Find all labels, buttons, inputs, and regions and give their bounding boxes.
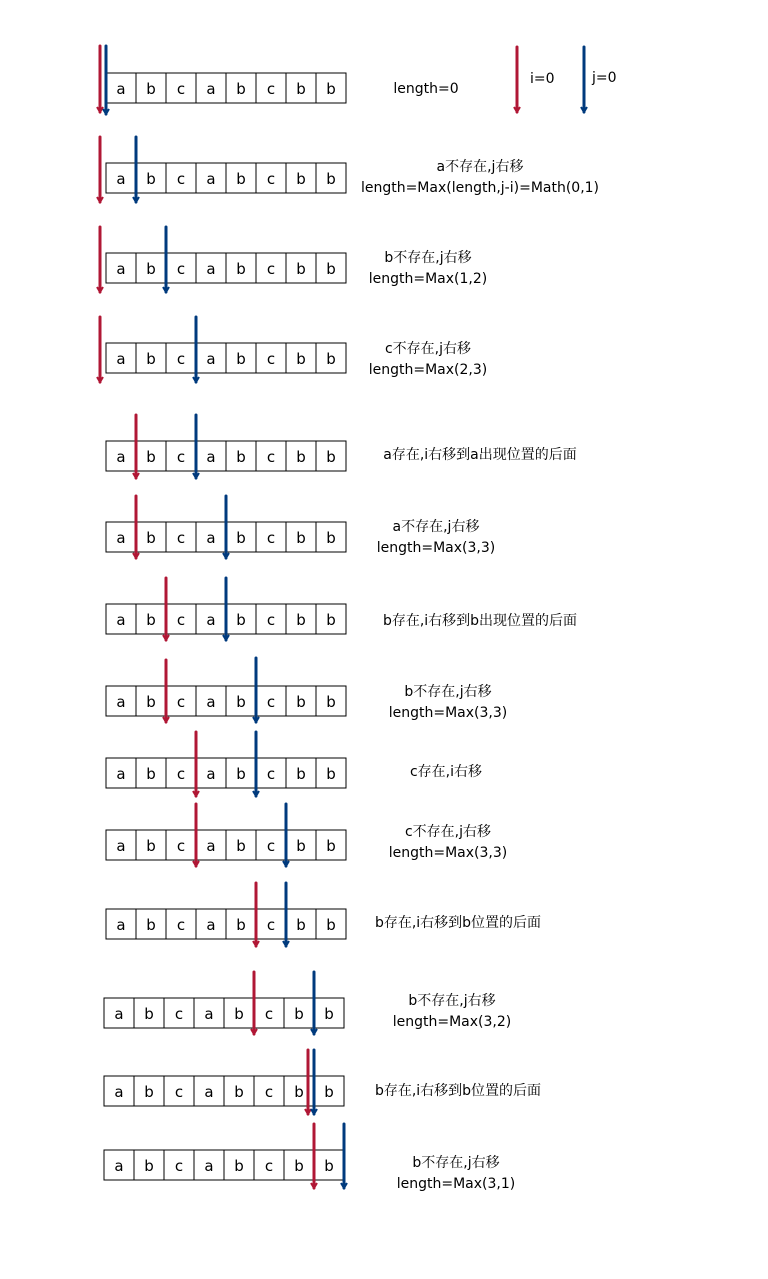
- cell-char: a: [206, 611, 216, 629]
- step-annotation: [298, 682, 598, 724]
- annotation-line: c存在,i右移: [409, 764, 483, 780]
- annotation-line: length=0: [393, 81, 459, 97]
- cell-char: b: [146, 448, 156, 466]
- cell-char: c: [176, 170, 186, 188]
- legend-i-label: i=0: [530, 71, 555, 87]
- cell-char: a: [116, 260, 126, 278]
- cell-char: c: [174, 1157, 184, 1175]
- cell-char: a: [206, 529, 216, 547]
- cell-char: b: [326, 529, 336, 547]
- cell-char: b: [236, 765, 246, 783]
- cell-char: a: [206, 916, 216, 934]
- cell-char: b: [296, 80, 306, 98]
- cell-char: a: [204, 1157, 214, 1175]
- cell-char: b: [144, 1005, 154, 1023]
- cell-char: b: [236, 80, 246, 98]
- annotation-line: b不存在,j右移: [384, 250, 472, 266]
- annotation-line: length=Max(1,2): [368, 271, 488, 287]
- annotation-line: length=Max(3,3): [376, 540, 496, 556]
- cell-char: b: [236, 916, 246, 934]
- cell-char: a: [116, 837, 126, 855]
- cell-char: c: [176, 765, 186, 783]
- cell-char: b: [296, 693, 306, 711]
- cell-char: a: [206, 80, 216, 98]
- cell-char: c: [174, 1083, 184, 1101]
- cell-char: c: [266, 611, 276, 629]
- annotation-line: c不存在,j右移: [404, 824, 492, 840]
- cell-char: c: [266, 916, 276, 934]
- cell-char: a: [204, 1083, 214, 1101]
- cell-char: a: [116, 350, 126, 368]
- cell-char: a: [116, 693, 126, 711]
- cell-char: a: [206, 170, 216, 188]
- cell-char: b: [146, 611, 156, 629]
- cell-char: a: [116, 80, 126, 98]
- cell-char: b: [236, 693, 246, 711]
- cell-char: c: [176, 448, 186, 466]
- cell-char: a: [204, 1005, 214, 1023]
- cell-char: b: [236, 837, 246, 855]
- cell-char: c: [264, 1083, 274, 1101]
- cell-char: c: [266, 170, 276, 188]
- annotation-line: b存在,i右移到b位置的后面: [374, 1083, 542, 1099]
- pointer-i: [97, 317, 103, 382]
- cell-char: b: [146, 350, 156, 368]
- cell-char: b: [236, 611, 246, 629]
- cell-char: a: [116, 916, 126, 934]
- annotation-line: b存在,i右移到b位置的后面: [374, 915, 542, 931]
- cell-char: a: [116, 765, 126, 783]
- cell-char: c: [264, 1157, 274, 1175]
- cell-char: c: [266, 448, 276, 466]
- cell-char: c: [266, 350, 276, 368]
- cell-char: b: [326, 611, 336, 629]
- cell-char: c: [174, 1005, 184, 1023]
- cell-char: c: [176, 611, 186, 629]
- cell-char: b: [326, 170, 336, 188]
- cell-char: b: [296, 837, 306, 855]
- cell-char: b: [146, 693, 156, 711]
- cell-char: b: [236, 529, 246, 547]
- cell-char: a: [206, 350, 216, 368]
- cell-char: b: [326, 260, 336, 278]
- annotation-line: b不存在,j右移: [408, 993, 496, 1009]
- cell-char: b: [296, 448, 306, 466]
- cell-char: b: [294, 1005, 304, 1023]
- annotation-line: b存在,i右移到b出现位置的后面: [382, 613, 578, 629]
- cell-char: b: [326, 448, 336, 466]
- annotation-line: length=Max(length,j-i)=Math(0,1): [360, 180, 600, 196]
- cell-char: a: [206, 837, 216, 855]
- cell-char: b: [326, 765, 336, 783]
- cell-char: b: [324, 1157, 334, 1175]
- cell-char: b: [236, 260, 246, 278]
- step-annotation: [298, 822, 598, 864]
- array-row: [106, 163, 346, 193]
- cell-char: c: [266, 837, 276, 855]
- cell-char: b: [234, 1083, 244, 1101]
- annotation-line: length=Max(3,3): [388, 845, 508, 861]
- cell-char: c: [176, 350, 186, 368]
- annotation-line: c不存在,j右移: [384, 341, 472, 357]
- cell-char: b: [236, 448, 246, 466]
- step-annotation: [308, 913, 608, 934]
- annotation-line: a不存在,j右移: [392, 519, 480, 535]
- cell-char: a: [114, 1083, 124, 1101]
- annotation-line: length=Max(3,3): [388, 705, 508, 721]
- annotation-line: a存在,i右移到a出现位置的后面: [383, 447, 577, 463]
- cell-char: b: [296, 765, 306, 783]
- cell-char: b: [296, 611, 306, 629]
- cell-char: a: [116, 611, 126, 629]
- pointer-i: [97, 46, 103, 112]
- cell-char: b: [294, 1157, 304, 1175]
- pointer-i: [97, 137, 103, 202]
- cell-char: b: [294, 1083, 304, 1101]
- cell-char: b: [236, 170, 246, 188]
- cell-char: c: [176, 837, 186, 855]
- cell-char: b: [146, 529, 156, 547]
- array-row: [106, 441, 346, 471]
- annotation-line: b不存在,j右移: [412, 1155, 500, 1171]
- cell-char: b: [324, 1005, 334, 1023]
- cell-char: c: [266, 529, 276, 547]
- cell-char: c: [266, 260, 276, 278]
- cell-char: a: [206, 448, 216, 466]
- cell-char: b: [146, 916, 156, 934]
- step-annotation: [302, 991, 602, 1033]
- cell-char: b: [326, 693, 336, 711]
- cell-char: b: [326, 837, 336, 855]
- cell-char: a: [206, 693, 216, 711]
- cell-char: b: [146, 765, 156, 783]
- step-annotation: [330, 611, 630, 632]
- cell-char: a: [114, 1005, 124, 1023]
- cell-char: b: [146, 837, 156, 855]
- cell-char: c: [176, 693, 186, 711]
- legend-j-pointer: [581, 47, 587, 112]
- step-annotation: [330, 445, 630, 466]
- legend-j-label: j=0: [592, 70, 617, 86]
- cell-char: c: [264, 1005, 274, 1023]
- cell-char: b: [146, 80, 156, 98]
- step-annotation: [278, 248, 578, 290]
- cell-char: c: [176, 916, 186, 934]
- step-annotation: [308, 1081, 608, 1102]
- cell-char: b: [326, 350, 336, 368]
- cell-char: a: [206, 260, 216, 278]
- annotation-line: a不存在,j右移: [436, 159, 524, 175]
- cell-char: c: [176, 529, 186, 547]
- annotation-line: length=Max(3,2): [392, 1014, 512, 1030]
- cell-char: b: [326, 916, 336, 934]
- annotation-line: length=Max(2,3): [368, 362, 488, 378]
- step-annotation: [278, 339, 578, 381]
- cell-char: b: [234, 1157, 244, 1175]
- step-annotation: [330, 157, 630, 199]
- cell-char: c: [176, 80, 186, 98]
- cell-char: a: [116, 448, 126, 466]
- cell-char: c: [176, 260, 186, 278]
- cell-char: b: [296, 170, 306, 188]
- cell-char: b: [296, 260, 306, 278]
- cell-char: b: [296, 916, 306, 934]
- cell-char: a: [116, 170, 126, 188]
- step-annotation: [286, 517, 586, 559]
- annotation-line: length=Max(3,1): [396, 1176, 516, 1192]
- cell-char: a: [114, 1157, 124, 1175]
- cell-char: b: [234, 1005, 244, 1023]
- cell-char: b: [296, 529, 306, 547]
- cell-char: b: [326, 80, 336, 98]
- cell-char: c: [266, 80, 276, 98]
- cell-char: a: [116, 529, 126, 547]
- cell-char: b: [296, 350, 306, 368]
- cell-char: b: [144, 1083, 154, 1101]
- step-annotation: [306, 1153, 606, 1195]
- cell-char: c: [266, 765, 276, 783]
- step-annotation: [296, 762, 596, 783]
- cell-char: b: [236, 350, 246, 368]
- cell-char: b: [146, 260, 156, 278]
- pointer-i: [97, 227, 103, 292]
- cell-char: a: [206, 765, 216, 783]
- cell-char: b: [144, 1157, 154, 1175]
- cell-char: b: [324, 1083, 334, 1101]
- cell-char: b: [146, 170, 156, 188]
- annotation-line: b不存在,j右移: [404, 684, 492, 700]
- cell-char: c: [266, 693, 276, 711]
